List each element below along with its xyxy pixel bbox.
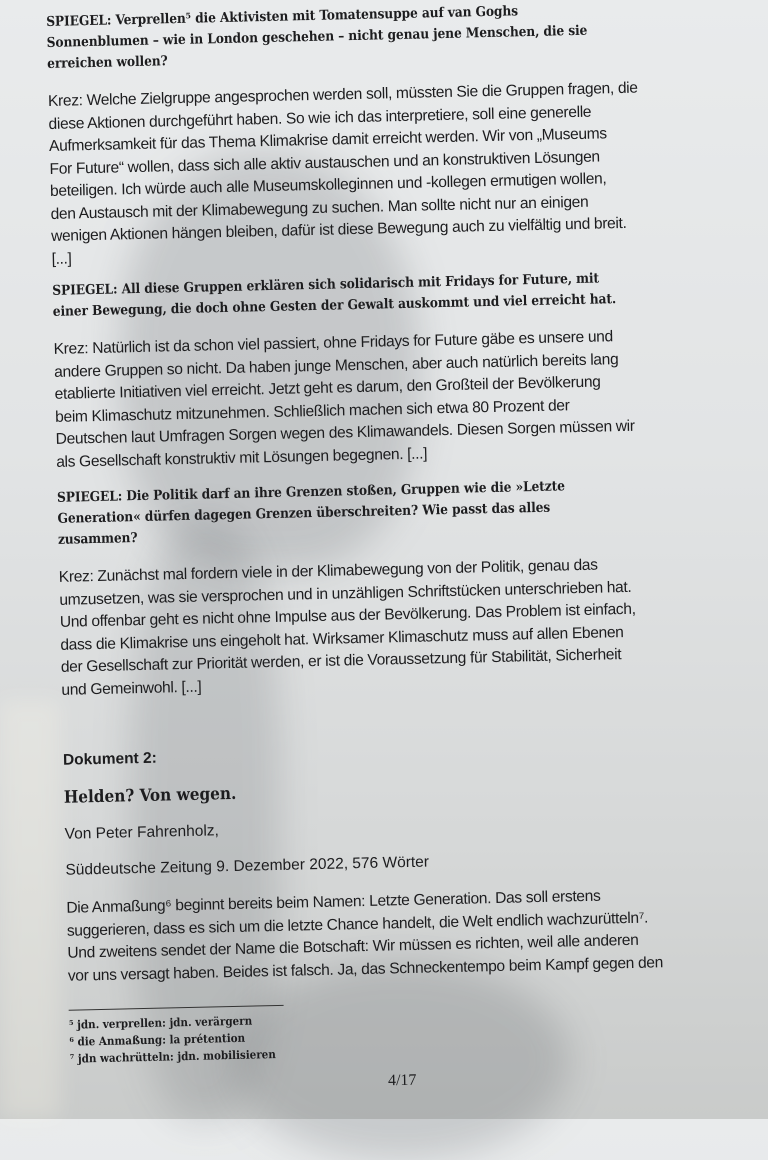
- interview-question-3: SPIEGEL: Die Politik darf an ihre Grenzen stoßen, Gruppen wie die »Letzte Generation« dürfen dagegen Grenzen überschreiten? Wie passt das alles zusammen?: [56, 478, 566, 548]
- article-source: Süddeutsche Zeitung 9. Dezember 2022, 576 Wörter: [65, 853, 430, 879]
- article-title: Helden? Von wegen.: [63, 783, 237, 808]
- interview-question-1: SPIEGEL: Verprellen⁵ die Aktivisten mit Tomatensuppe auf van Goghs Sonnenblumen – wie in London geschehen – nicht genau jene Menschen, die sie erreichen wollen?: [46, 3, 588, 72]
- interview-answer-3: Krez: Zunächst mal fordern viele in der Klimabewegung von der Politik, genau das umzusetzen, was sie versprochen und in unzähligen Schriftstücken unterschrieben hat. Und offenbar geht es nicht ohne Impulse aus der Bevölkerung. Das Problem ist einfach, dass die Klimakrise uns eingeholt hat. Wirksamer Klimaschutz muss auf allen Ebenen der Gesellschaft zur Priorität werden, er ist die Voraussetzung für Stabilität, Sicherheit und Gemeinwohl. [...]: [58, 556, 636, 699]
- article-author: Von Peter Fahrenholz,: [64, 822, 220, 843]
- article-body: Die Anmaßung⁶ beginnt bereits beim Namen: Letzte Generation. Das soll erstens suggerieren, dass es sich um die letzte Chance handelt, die Welt endlich wachzurütteln⁷. Und zweitens sendet der Name die Botschaft: Wir müssen es richten, weil alle anderen vor uns versagt haben. Beides ist falsch. Ja, das Schneckentempo beim Kampf gegen den: [66, 887, 664, 985]
- interview-answer-2: Krez: Natürlich ist da schon viel passiert, ohne Fridays for Future gäbe es unsere und andere Gruppen so nicht. Da haben junge Menschen, aber auch natürlich bereits lang etablierte Initiativen viel erreicht. Jetzt geht es darum, den Großteil der Bevölkerung beim Klimaschutz mitzunehmen. Schließlich machen sich etwa 80 Prozent der Deutschen laut Umfragen Sorgen wegen des Klimawandels. Diesen Sorgen müssen wir als Gesellschaft konstruktiv mit Lösungen begegnen. [...]: [53, 328, 635, 471]
- footnote-5: ⁵ jdn. verprellen: jdn. verärgern: [68, 1013, 253, 1032]
- footnote-7: ⁷ jdn wachrütteln: jdn. mobilisieren: [69, 1047, 276, 1066]
- footnote-6: ⁶ die Anmaßung: la prétention: [69, 1030, 246, 1049]
- interview-answer-1: Krez: Welche Zielgruppe angesprochen werden soll, müssten Sie die Gruppen fragen, die diese Aktionen durchgeführt haben. So wie ich das interpretiere, soll eine generelle Aufmerksamkeit für das Thema Klimakrise damit erreicht werden. Wir von „Museums For Future“ wollen, dass sich alle aktiv austauschen und an konstruktiven Lösungen beteiligen. Ich würde auch alle Museumskolleginnen und -kollegen ermutigen wollen, den Austausch mit der Klimabewegung zu suchen. Man sollte nicht nur an einigen wenigen Aktionen hängen bleiben, dafür ist diese Bewegung auch zu vielfältig und breit. [...]: [47, 79, 638, 268]
- page-number: 4/17: [387, 1071, 417, 1090]
- light-glare: [0, 700, 60, 1119]
- interview-question-2: SPIEGEL: All diese Gruppen erklären sich solidarisch mit Fridays for Future, mit einer Bewegung, die doch ohne Gesten der Gewalt auskommt und viel erreicht hat.: [52, 270, 617, 320]
- document-label: Dokument 2:: [62, 749, 158, 769]
- footnote-separator: [69, 1005, 284, 1011]
- document-page: [46, 0, 730, 1068]
